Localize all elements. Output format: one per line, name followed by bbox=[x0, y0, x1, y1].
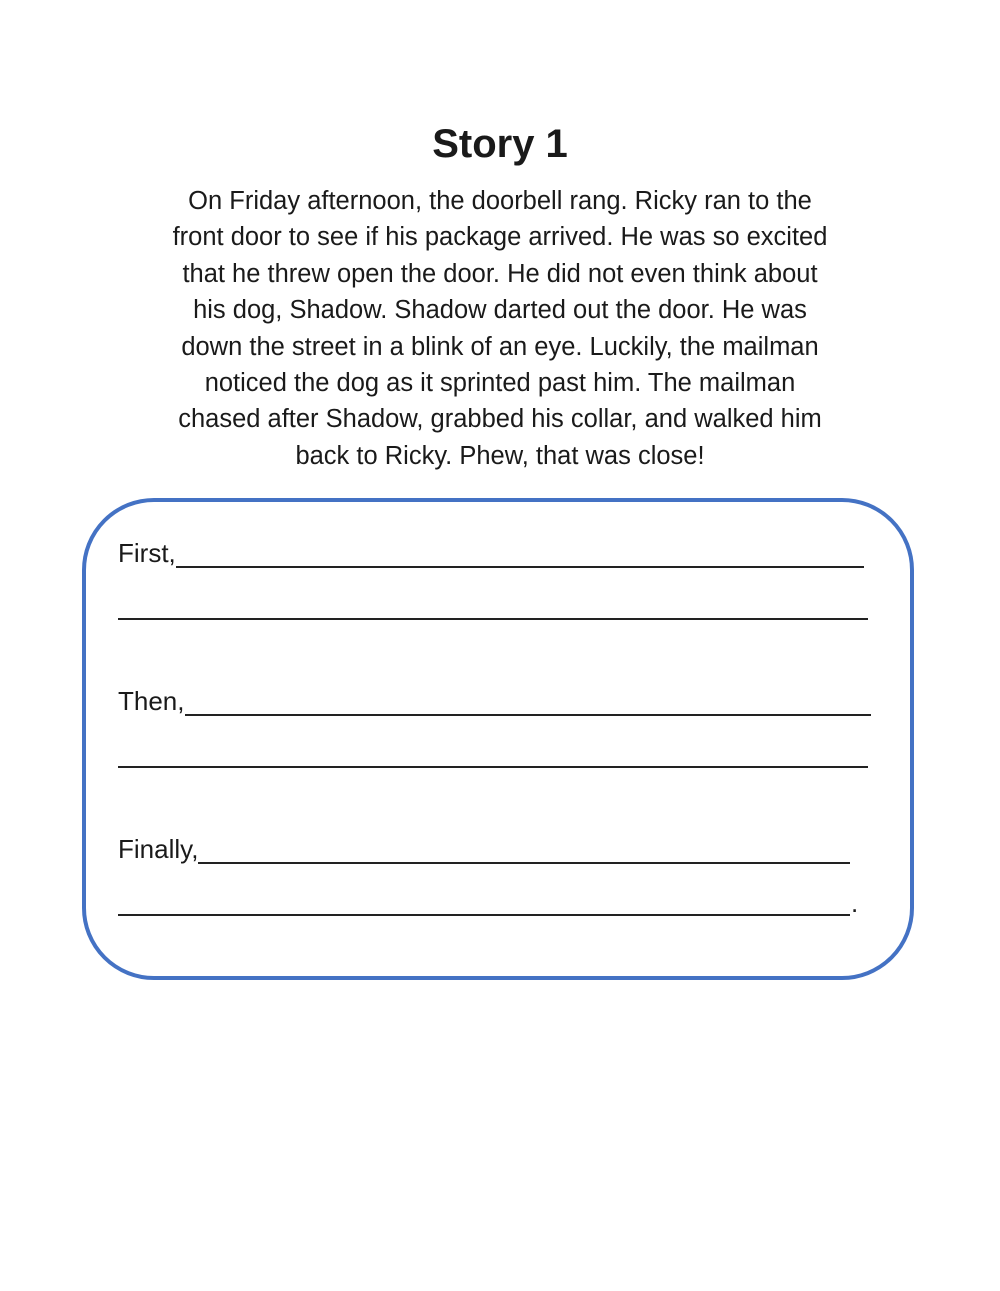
story-line: back to Ricky. Phew, that was close! bbox=[295, 441, 705, 470]
finally-answer-line-1[interactable] bbox=[198, 834, 850, 864]
first-answer-line-2[interactable] bbox=[118, 590, 868, 620]
story-line: his dog, Shadow. Shadow darted out the door. He was bbox=[193, 296, 807, 325]
story-line: On Friday afternoon, the doorbell rang. Ricky ran to the bbox=[188, 187, 812, 215]
first-answer-line-1[interactable] bbox=[176, 538, 864, 568]
then-answer-line-2[interactable] bbox=[118, 738, 868, 768]
page-title: Story 1 bbox=[432, 122, 568, 166]
first-label: First, bbox=[118, 538, 176, 568]
story-line: chased after Shadow, grabbed his collar, and walked him bbox=[178, 405, 822, 434]
story-line: down the street in a blink of an eye. Luckily, the mailman bbox=[181, 332, 819, 361]
end-period: . bbox=[851, 888, 859, 918]
then-label: Then, bbox=[118, 686, 185, 716]
then-answer-line-1[interactable] bbox=[185, 686, 871, 716]
story-line: that he threw open the door. He did not even think about bbox=[182, 259, 818, 288]
then-prompt bbox=[118, 686, 871, 716]
story-paragraph bbox=[110, 183, 890, 474]
finally-prompt bbox=[118, 834, 850, 864]
finally-answer-line-2[interactable] bbox=[118, 886, 850, 916]
story-line: front door to see if his package arrived. He was so excited bbox=[172, 223, 828, 252]
finally-label: Finally, bbox=[118, 834, 199, 864]
first-prompt bbox=[118, 538, 864, 568]
story-line: noticed the dog as it sprinted past him. The mailman bbox=[204, 369, 796, 398]
